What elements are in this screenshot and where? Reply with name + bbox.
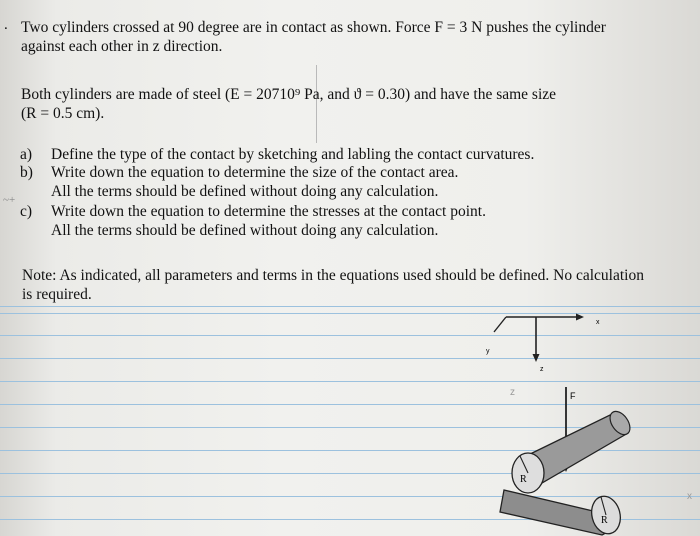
question-a [20, 145, 534, 164]
question-c-continued: All the terms should be defined without doing any calculation. [51, 222, 439, 239]
pencil-z-mark: z [510, 387, 515, 398]
question-text: Write down the equation to determine the size of the contact area. [51, 164, 459, 181]
note-line-1: Note: As indicated, all parameters and terms in the equations used should be defined. No calculation [22, 267, 644, 284]
axis-y [494, 317, 506, 332]
question-label: c) [20, 203, 33, 220]
problem-line-2: against each other in z direction. [21, 38, 223, 55]
axis-triad [486, 314, 600, 374]
bullet-mark: . [4, 17, 8, 33]
axis-x-label: x [596, 319, 600, 326]
material-statement [21, 85, 556, 123]
cylinders-figure [470, 305, 700, 536]
note-line-2: is required. [22, 286, 92, 303]
axis-y-label: y [486, 348, 490, 355]
axis-z-arrowhead [533, 354, 540, 362]
question-c [20, 202, 486, 221]
axis-z-label: z [540, 366, 544, 373]
problem-line-4: (R = 0.5 cm). [21, 105, 105, 122]
question-text: Define the type of the contact by sketching and labling the contact curvatures. [51, 146, 535, 163]
question-label: a) [20, 146, 33, 163]
question-b [20, 163, 458, 182]
axis-x-arrowhead [576, 314, 584, 321]
problem-line-1: Two cylinders crossed at 90 degree are in contact as shown. Force F = 3 N pushes the cylinder [21, 19, 606, 36]
lower-cylinder [500, 490, 624, 536]
question-b-continued: All the terms should be defined without doing any calculation. [51, 183, 439, 200]
radius-label-upper: R [520, 474, 527, 485]
radius-label-lower: R [601, 515, 608, 526]
upper-cylinder [512, 408, 634, 493]
question-text: Write down the equation to determine the stresses at the contact point. [51, 203, 486, 220]
force-label: F [570, 391, 576, 401]
problem-line-3: Both cylinders are made of steel (E = 20710⁹ Pa, and ϑ = 0.30) and have the same size [21, 86, 557, 103]
pencil-mark: ~+ [3, 194, 16, 206]
problem-statement [21, 18, 606, 56]
pencil-x-mark: x [687, 491, 692, 502]
question-label: b) [20, 164, 33, 181]
